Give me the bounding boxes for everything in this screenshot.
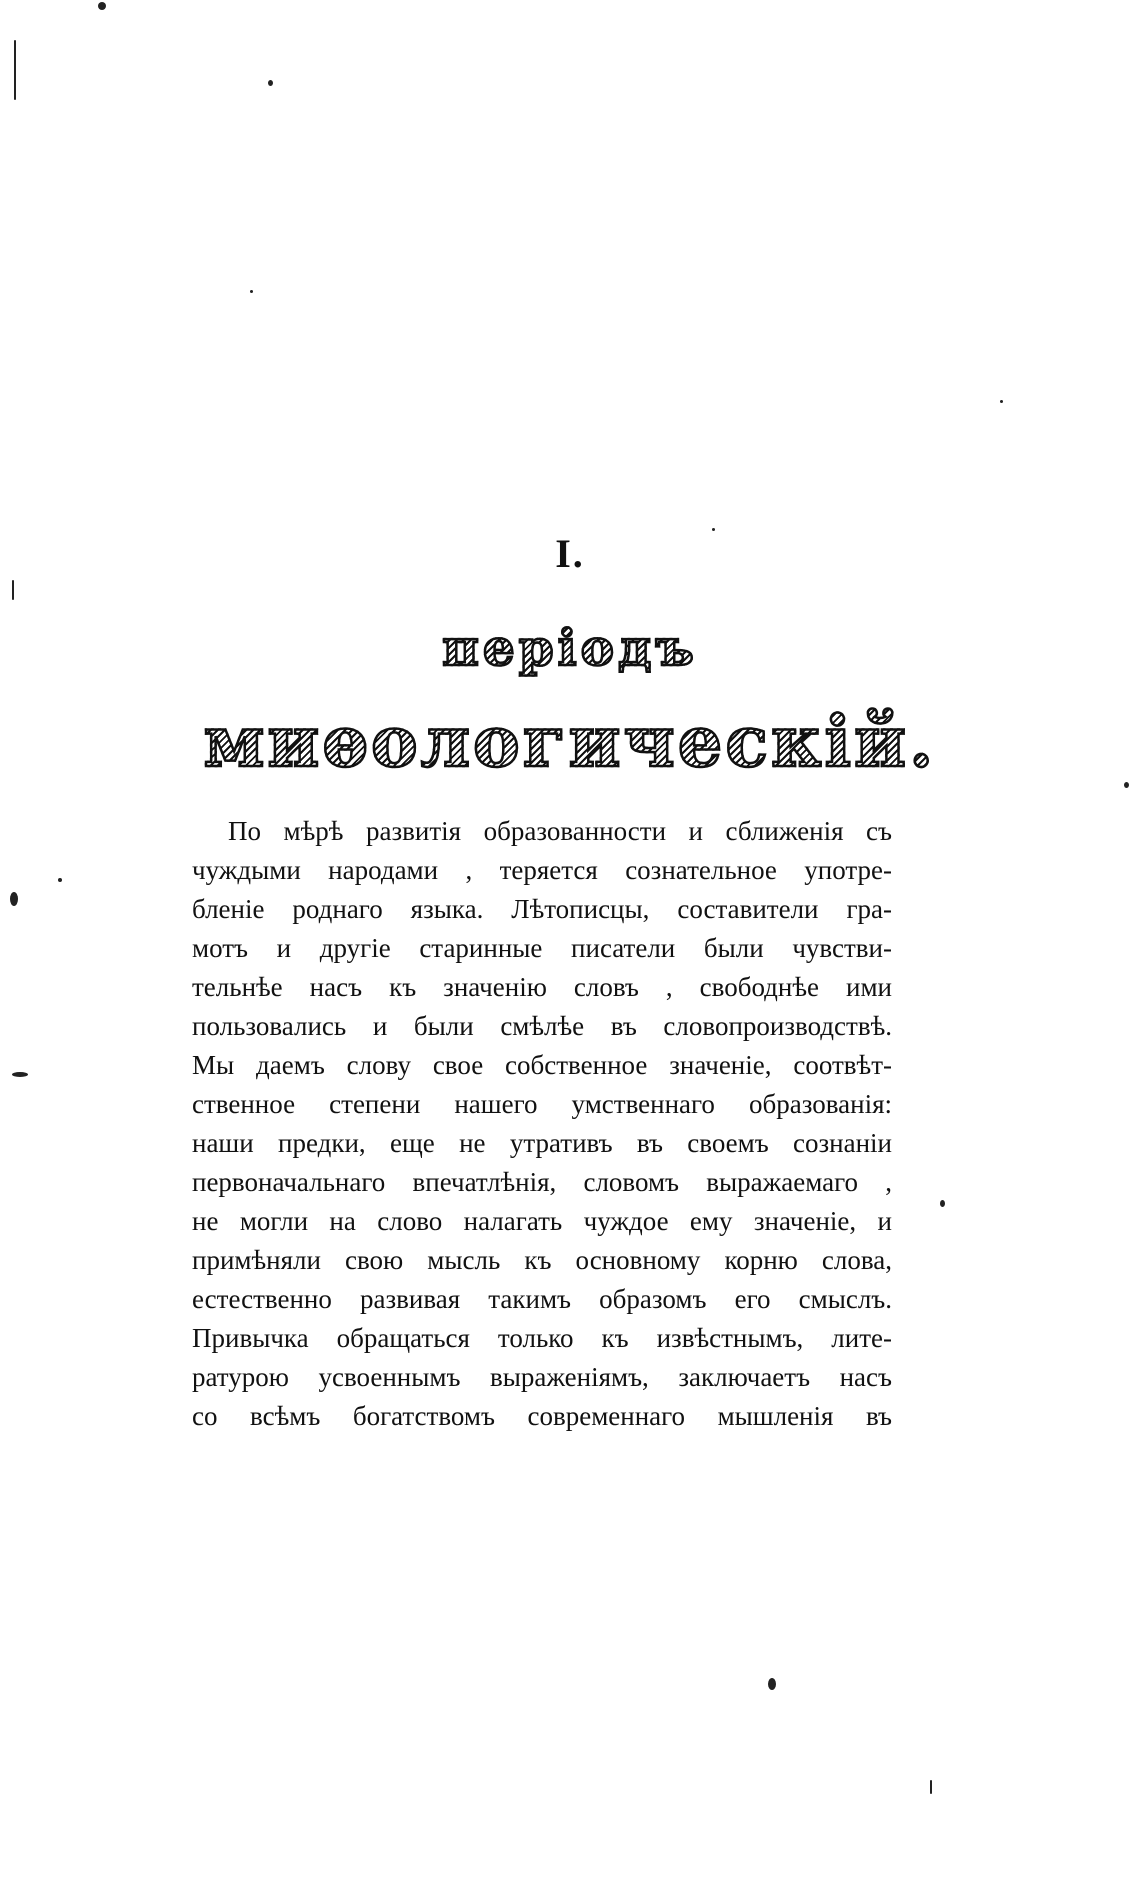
text-line: Привычка обращаться только къ извѣстнымъ, лите- <box>192 1323 892 1353</box>
text-line: бленіе роднаго языка. Лѣтописцы, составители гра- <box>192 894 892 924</box>
chapter-title-line-1 <box>0 618 1140 677</box>
text-line: Мы даемъ слову свое собственное значеніе, соотвѣт- <box>192 1050 892 1080</box>
scan-speck <box>930 1780 932 1794</box>
scan-speck <box>98 2 106 10</box>
text-line: ратурою усвоеннымъ выраженіямъ, заключаетъ насъ <box>192 1362 892 1392</box>
chapter-title-line-2 <box>0 700 1140 783</box>
scan-speck <box>712 528 715 531</box>
text-line: первоначальнаго впечатлѣнія, словомъ выражаемаго , <box>192 1167 892 1197</box>
text-line: не могли на слово налагать чуждое ему значеніе, и <box>192 1206 892 1236</box>
scan-speck <box>940 1200 945 1207</box>
text-line: примѣняли свою мысль къ основному корню слова, <box>192 1245 892 1275</box>
scan-speck <box>14 40 16 100</box>
scan-speck <box>58 878 62 882</box>
scan-speck <box>250 290 253 293</box>
scan-speck <box>268 80 273 86</box>
scan-speck <box>768 1678 776 1690</box>
scan-speck <box>1000 400 1003 403</box>
scan-speck <box>10 892 18 906</box>
text-line: тельнѣе насъ къ значенію словъ , свободнѣе ими <box>192 972 892 1002</box>
text-line: чуждыми народами , теряется сознательное употре- <box>192 855 892 885</box>
body-paragraph <box>192 812 892 1436</box>
chapter-title-line-2-text: миѳологическій. <box>203 700 937 783</box>
chapter-numeral: I. <box>555 531 585 576</box>
scan-speck <box>12 1072 28 1077</box>
text-line: ственное степени нашего умственнаго образованія: <box>192 1089 892 1119</box>
text-line: естественно развивая такимъ образомъ его смыслъ. <box>192 1284 892 1314</box>
text-line: По мѣрѣ развитія образованности и сближенія съ <box>228 816 892 846</box>
text-line: со всѣмъ богатствомъ современнаго мышленія въ <box>192 1401 892 1431</box>
scan-speck <box>1124 782 1129 788</box>
text-line: пользовались и были смѣлѣе въ словопроизводствѣ. <box>192 1011 892 1041</box>
chapter-title-line-1-text: періодъ <box>442 618 698 677</box>
scan-speck <box>12 580 14 600</box>
text-line: наши предки, еще не утративъ въ своемъ сознаніи <box>192 1128 892 1158</box>
text-line: мотъ и другіе старинные писатели были чувстви- <box>192 933 892 963</box>
